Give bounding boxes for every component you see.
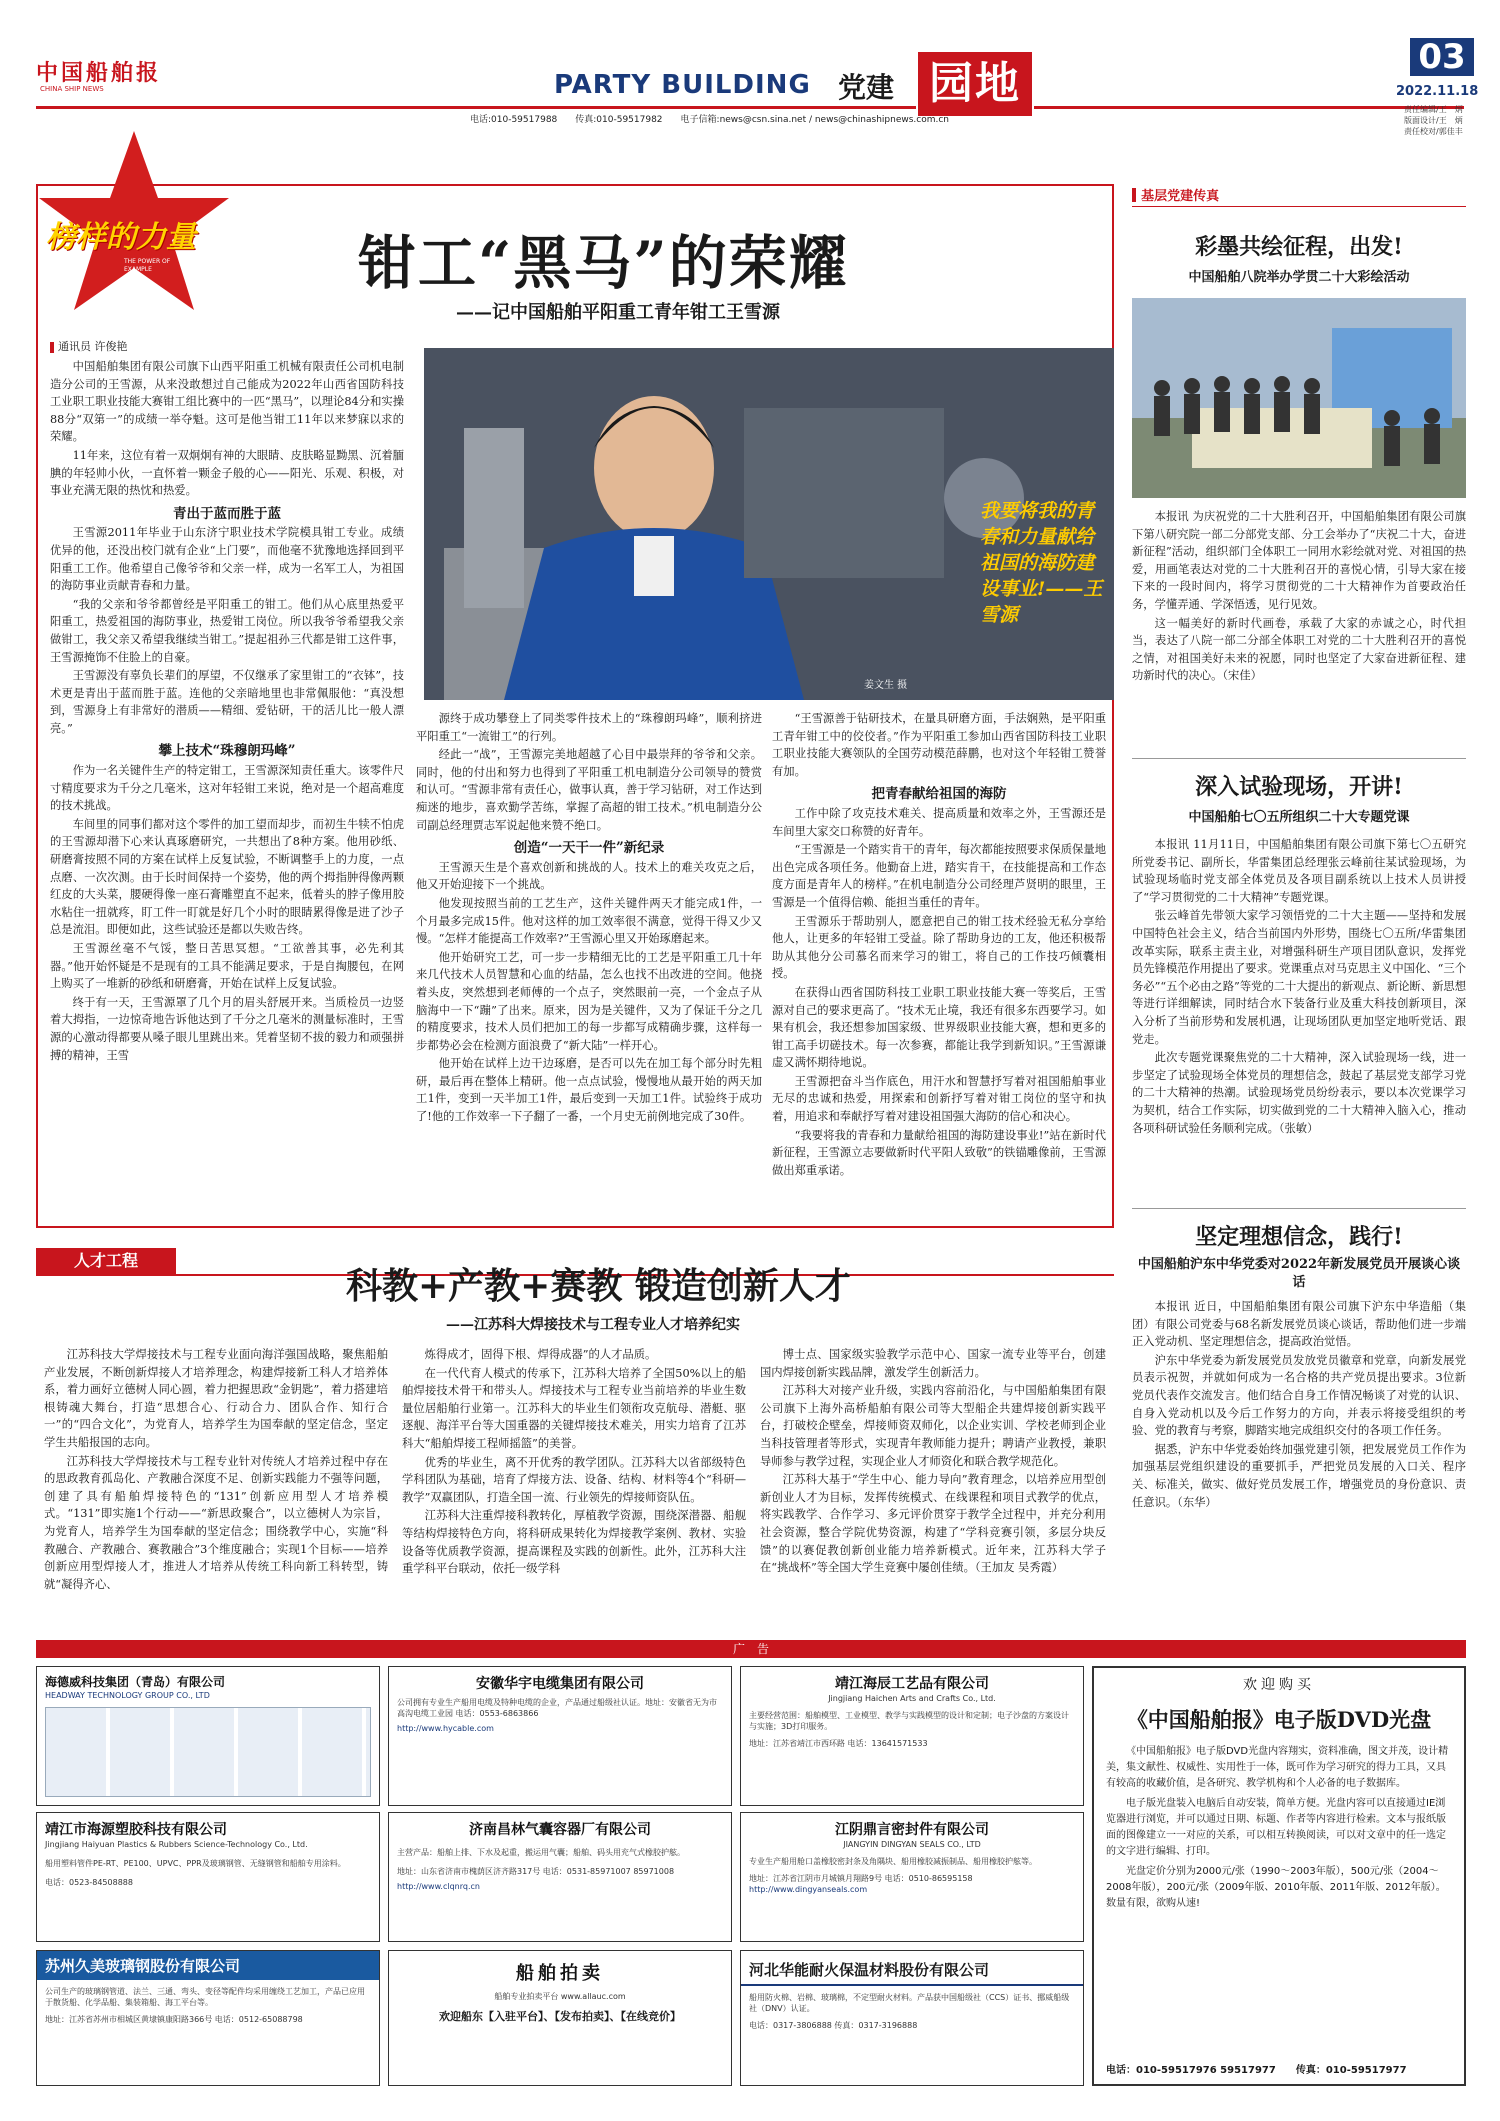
- ad-jiumei[interactable]: [36, 1950, 380, 2086]
- ad-headway-name: 海德威科技集团（青岛）有限公司: [45, 1675, 226, 1689]
- paragraph: 他开始在试样上边干边琢磨，是否可以先在加工每个部分时先粗研，最后再在整体上精研。他一点点试验，慢慢地从最开始的两天加工1件，变到一天半加工1件，最后变到一天加工1件。试验终于成功了!他的工作效率一下子翻了一番，一个月史无前例地完成了30件。: [416, 1057, 762, 1124]
- masthead: [0, 0, 1500, 136]
- sidebar-a1-sub: 中国船舶八院举办学贯二十大彩绘活动: [1188, 270, 1410, 285]
- ad-headway-en: HEADWAY TECHNOLOGY GROUP CO., LTD: [45, 1691, 210, 1700]
- header-rule: [36, 106, 916, 109]
- editor-line: 责任校对/郭佳丰: [1404, 127, 1463, 136]
- ads-section: [36, 1640, 1466, 2090]
- talent-col1: [44, 1346, 388, 1636]
- sidebar-divider: [1132, 758, 1466, 759]
- paragraph: 炼得成才，固得下根、焊得成器”的人才品质。: [424, 1348, 657, 1361]
- ad-changlin-name: 济南昌林气囊容器厂有限公司: [469, 1822, 651, 1838]
- ad-dvd-welcome: 欢迎购买: [1243, 1677, 1315, 1693]
- ad-huaneng-contact: 电话：0317-3806888 传真：0317-3196888: [749, 2021, 918, 2030]
- paragraph: 作为一名关键件生产的特定钳工，王雪源深知责任重大。该零件尺寸精度要求为千分之几毫米，这对年轻钳工来说，绝对是一个超高难度的技术挑战。: [50, 764, 404, 813]
- talent-subtitle: ——江苏科大焊接技术与工程专业人才培养纪实: [446, 1317, 740, 1333]
- ad-jinghai[interactable]: [740, 1666, 1084, 1806]
- ad-dingyan-text: 专业生产船用舱口盖橡胶密封条及角隅块、船用橡胶减振制品、船用橡胶护舷等。: [749, 1857, 1037, 1866]
- ad-dingyan-name: 江阴鼎言密封件有限公司: [835, 1822, 989, 1838]
- section-en: PARTY BUILDING: [554, 70, 811, 100]
- ad-haiyuan-en: Jingjiang Haiyuan Plastics & Rubbers Science-Technology Co., Ltd.: [45, 1840, 308, 1849]
- byline: [50, 338, 128, 354]
- ad-dvd-p2: 电子版光盘装入电脑后自动安装，简单方便。光盘内容可以直接通过IE浏览器进行浏览，并可以通过日期、标题、作者等内容进行检索。文本与报纸版面的图像建立一一对应的关系，可以相互转换阅读，可以对文章中的任一选定的文字进行编辑、打印。: [1106, 1798, 1446, 1857]
- ad-jiumei-text: 公司生产的玻璃钢管道、法兰、三通、弯头、变径等配件均采用缠绕工艺加工，产品已应用于散货船、化学品船、集装箱船、海工平台等。: [45, 1987, 365, 2007]
- logo-text: 中国船舶报: [36, 60, 162, 86]
- subheading: 把青春献给祖国的海防: [871, 786, 1007, 803]
- column-title: 园地: [929, 58, 1021, 109]
- sidebar-a1-photo: [1132, 298, 1466, 498]
- ad-huayu[interactable]: [388, 1666, 732, 1806]
- ad-chuanbo-slogan: 欢迎船东【入驻平台】、【发布拍卖】、【在线竞价】: [439, 2010, 681, 2023]
- ad-headway[interactable]: [36, 1666, 380, 1806]
- paragraph: 博士点、国家级实验教学示范中心、国家一流专业等平台，创建国内焊接创新实践品牌，激发学生创新活力。: [760, 1348, 1106, 1379]
- ad-changlin-contact: 地址：山东省济南市槐荫区济齐路317号 电话：0531-85971007 85971008: [397, 1867, 675, 1876]
- paragraph: 本报讯 为庆祝党的二十大胜利召开，中国船舶集团有限公司旗下第八研究院一部二分部党支部、分工会举办了“庆祝二十大，奋进新征程”活动，组织部门全体职工一同用水彩绘就对党、对祖国的热爱，用画笔表达对党的二十大胜利召开的喜悦心情，引导大家在接下来的一段时间内，将学习贯彻党的二十大精神作为首要政治任务，学懂弄通、学深悟透，见行见效。: [1132, 510, 1466, 611]
- contacts: 电话:010-59517988 传真:010-59517982 电子信箱:news@csn.sina.net / news@chinashipnews.com.cn: [470, 115, 950, 125]
- paragraph: 在获得山西省国防科技工业职工职业技能大赛一等奖后，王雪源对自己的要求更高了。“技术无止境，我还有很多东西要学习。如果有机会，我还想参加国家级、世界级职业技能大赛，想和更多的钳工高手切磋技术。每一次参赛，都能让我学到新知识。”王雪源谦虚又满怀期待地说。: [772, 985, 1106, 1070]
- talent-tag: [36, 1248, 176, 1274]
- paragraph: 江苏科大注重焊接科教转化，厚植教学资源，围绕深潜器、船舰等结构焊接特色方向，将科研成果转化为焊接教学案例、教材、实验设备等优质教学资源，提高课程及实践的创新性。此外，江苏科大注重学科平台联动，依托一级学科: [402, 1509, 746, 1576]
- paragraph: 在一代代育人模式的传承下，江苏科大培养了全国50%以上的船舶焊接技术骨干和带头人。焊接技术与工程专业当前培养的毕业生数量位居船舶行业第一。江苏科大的毕业生们领衔攻克航母、潜艇、驱逐舰、海洋平台等大国重器的关键焊接技术难关，用实力培育了江苏科大“船舶焊接工程师摇篮”的美誉。: [402, 1366, 746, 1450]
- talent-tag-label: 人才工程: [73, 1251, 138, 1270]
- sidebar-a2-title: 深入试验现场，开讲!: [1195, 774, 1403, 800]
- ad-jiumei-contact: 地址：江苏省苏州市相城区黄埭镇康阳路366号 电话：0512-65088798: [45, 2015, 303, 2024]
- paragraph: 沪东中华党委为新发展党员发放党员徽章和党章，向新发展党员表示祝贺，并就如何成为一名合格的共产党员提出要求。3位新党员代表作交流发言。他们结合自身工作情况畅谈了对党的认识、自身入党动机以及今后工作努力的方向，并表示将接受组织的考验、党的教育与考察，脚踏实地完成组织交付的各项工作任务。: [1132, 1353, 1466, 1438]
- subheading: 青出于蓝而胜于蓝: [173, 505, 281, 522]
- ad-changlin[interactable]: [388, 1812, 732, 1942]
- talent-col2: [402, 1346, 746, 1636]
- paragraph: 他发现按照当前的工艺生产，这件关键件两天才能完成1件，一个月最多完成15件。他对这样的加工效率很不满意，觉得干得又少又慢。“怎样才能提高工作效率?”王雪源心里又开始琢磨起来。: [416, 896, 762, 946]
- byline-text: 通讯员 许俊艳: [58, 340, 128, 353]
- ads-label: 广 告: [732, 1642, 769, 1656]
- paragraph: “王雪源是一个踏实肯干的青年，每次都能按照要求保质保量地出色完成各项任务。他勤奋上进，踏实肯干，在技能提高和工作态度方面是青年人的榜样。”在机电制造分公司经理芦贤明的眼里，王雪源是一个值得信赖、能担当重任的青年。: [772, 843, 1106, 909]
- paragraph: 江苏科大基于“学生中心、能力导向”教育理念，以培养应用型创新创业人才为目标，发挥传统模式、在线课程和项目式教学的优点，将实践教学、合作学习、多元评价贯穿于教学全过程中，并充分利用社会资源，整合学院优势资源，构建了“学科竞赛引领，多层分块反馈”的以赛促教创新创业能力培养新模式。近年来，江苏科大学子在“挑战杯”等全国大学生竞赛中屡创佳绩。（王加友 吴秀霞）: [760, 1473, 1106, 1575]
- paragraph: 经此一“战”，王雪源完美地超越了心目中最崇拜的爷爷和父亲。同时，他的付出和努力也得到了平阳重工机电制造分公司领导的赞赏和认可。“雪源非常有责任心，做事认真，善于学习钻研，对工作达到痴迷的地步，喜欢勤学苦练，掌握了高超的钳工技术。”机电制造分公司副总经理贾志军说起他来赞不绝口。: [416, 748, 762, 832]
- ad-changlin-url[interactable]: http://www.clqnrq.cn: [397, 1882, 480, 1891]
- paragraph: 王雪源乐于帮助别人，愿意把自己的钳工技术经验无私分享给他人，让更多的年轻钳工受益。除了帮助身边的工友，他还积极帮助从其他分公司慕名而来学习的钳工，将自己的工作技巧倾囊相授。: [772, 914, 1106, 981]
- ad-haiyuan-contact: 电话：0523-84508888: [45, 1878, 133, 1887]
- sidebar-a3-sub: 中国船舶沪东中华党委对2022年新发展党员开展谈心谈话: [1137, 1257, 1461, 1290]
- paragraph: “我的父亲和爷爷都曾经是平阳重工的钳工。他们从心底里热爱平阳重工，热爱祖国的海防事业，热爱钳工岗位。所以我爷爷希望我父亲做钳工，我父亲又希望我继续当钳工。”提起祖孙三代都是钳工这件事，王雪源掩饰不住脸上的自豪。: [50, 597, 404, 664]
- ad-dvd-p1: 《中国船舶报》电子版DVD光盘内容翔实，资料准确，图文并茂，设计精美，集文献性、权威性、实用性于一体，既可作为学习研究的得力工具，又具有较高的收藏价值，是各研究、教学机构和个人必备的电子数据库。: [1106, 1746, 1449, 1789]
- paragraph: 本报讯 近日，中国船舶集团有限公司旗下沪东中华造船（集团）有限公司党委与68名新发展党员谈心谈话，帮助他们进一步端正入党动机、坚定理想信念，提高政治觉悟。: [1132, 1300, 1466, 1349]
- kicker-title: 榜样的力量: [46, 220, 196, 255]
- ad-dingyan[interactable]: [740, 1812, 1084, 1942]
- talent-col3: [760, 1346, 1106, 1636]
- article-title: 钳工“黑马”的荣耀: [358, 229, 849, 297]
- ad-dvd[interactable]: [1092, 1666, 1466, 2086]
- paragraph: 优秀的毕业生，离不开优秀的教学团队。江苏科大以省部级特色学科团队为基础，培育了焊接方法、设备、结构、材料等4个“科研—教学”双赢团队，打造全国一流、行业领先的焊接师资队伍。: [402, 1455, 746, 1504]
- logo-en: CHINA SHIP NEWS: [40, 85, 104, 93]
- ad-chuanbo[interactable]: [388, 1950, 732, 2086]
- ad-haiyuan-name: 靖江市海源塑胶科技有限公司: [45, 1822, 227, 1838]
- paragraph: 王雪源没有辜负长辈们的厚望，不仅继承了家里钳工的“衣钵”，技术更是青出于蓝而胜于蓝。连他的父亲暗地里也非常佩服他：“真没想到，雪源身上有非常好的潜质——精细、爱钻研，干的活儿比一般人漂亮。”: [50, 669, 404, 735]
- issue-date: 2022.11.18: [1396, 84, 1479, 99]
- ad-jinghai-text: 主要经营范围：船舶模型、工业模型、教学与实践模型的设计和定制；电子沙盘的方案设计与实施；3D打印服务。: [749, 1711, 1069, 1731]
- paragraph: 他开始研究工艺，可一步一步精细无比的工艺是平阳重工几十年来几代技术人员智慧和心血的结晶，怎么也找不出改进的空间。他挠着头皮，突然想到老师傅的一个点子，突然眼前一亮，一个金点子从脑海中一下“蹦”了出来。原来，因为是关键件，又为了保证千分之几的精度要求，技术人员们把加工的每一步都写成精确步骤，这样每一步都势必会在检测方面浪费了“新大陆”一样开心。: [416, 950, 762, 1052]
- ad-jinghai-en: Jingjiang Haichen Arts and Crafts Co., Ltd.: [828, 1694, 996, 1703]
- talent-title: 科教+产教+赛教 锻造创新人才: [346, 1265, 851, 1307]
- lead-photo: [424, 348, 1114, 700]
- article-subtitle: ——记中国船舶平阳重工青年钳工王雪源: [456, 302, 780, 323]
- ad-chuanbo-text: 船舶专业拍卖平台 www.allauc.com: [494, 1992, 626, 2001]
- lead-col3: [772, 710, 1106, 1218]
- talent-article: [36, 1242, 1114, 1634]
- sidebar-a3-title: 坚定理想信念，践行!: [1195, 1224, 1403, 1250]
- sidebar: [1132, 184, 1466, 1634]
- ad-haiyuan[interactable]: [36, 1812, 380, 1942]
- lead-col2: [416, 710, 762, 1218]
- ad-jinghai-name: 靖江海辰工艺品有限公司: [835, 1676, 989, 1692]
- ad-huayu-text: 公司拥有专业生产船用电缆及特种电缆的企业，产品通过船级社认证。地址：安徽省无为市高沟电缆工业园 电话：0553-6863866: [397, 1698, 717, 1718]
- paragraph: 王雪源天生是个喜欢创新和挑战的人。技术上的难关攻克之后，他又开始迎接下一个挑战。: [416, 860, 762, 892]
- kicker-en: THE POWER OF EXAMPLE: [124, 258, 171, 273]
- ad-headway-grid: [45, 1707, 371, 1797]
- paragraph: 车间里的同事们都对这个零件的加工望而却步，而初生牛犊不怕虎的王雪源却潜下心来认真琢磨研究，一共想出了8种方案。他用砂纸、研磨膏按照不同的方案在试样上反复试验，不断调整手上的力度，一点点磨、一次次测。由于长时间保持一个姿势，他的两个拇指肿得像两颗红皮的大头菜，腰硬得像一座石膏雕塑直不起来，低着头的脖子像用胶水粘住一扭就疼，盯工件一盯就是好几个小时的眼睛累得像是进了沙子总是流泪。即便如此，这些试验还是都以失败告终。: [50, 817, 404, 937]
- section-cn: 党建: [838, 71, 895, 104]
- paragraph: 江苏科技大学焊接技术与工程专业面向海洋强国战略，聚焦船舶产业发展，不断创新焊接人才培养理念，构建焊接新工科人才培养体系，着力画好立德树人同心圆，着力把握思政“金钥匙”，着力搭建培根铸魂大舞台，打造“思想合心、行动合力、团队合作、知行合一”的“四合文化”，为党育人，培养学生为国奉献的坚定信念，坚定学生共船报国的志向。: [44, 1348, 388, 1449]
- paragraph: “我要将我的青春和力量献给祖国的海防建设事业!”站在新时代新征程，王雪源立志要做新时代平阳人致敬”的铁锚雕像前，王雪源做出郑重承诺。: [772, 1128, 1106, 1177]
- paragraph: 这一幅美好的新时代画卷，承载了大家的赤诚之心，时代担当，表达了八院一部二分部全体职工对党的二十大胜利召开的喜悦之情，对祖国美好未来的祝愿，同时也坚定了大家奋进新征程、建功新时代的决心。（宋佳）: [1132, 616, 1466, 683]
- photo-credit: 姜文生 摄: [864, 680, 908, 691]
- sidebar-a3-body: [1132, 1298, 1466, 1632]
- ad-changlin-text: 主营产品：船舶上排、下水及起重，搬运用气囊；船舶、码头用充气式橡胶护舷。: [397, 1848, 685, 1857]
- ad-huayu-url[interactable]: http://www.hycable.com: [397, 1724, 494, 1733]
- paragraph: 张云峰首先带领大家学习领悟党的二十大主题——坚持和发展中国特色社会主义，结合当前国内外形势，围绕七〇五所/华雷集团改革实际，联系主责主业，对增强科研生产项目团队意识，发挥党员先锋模范作用提出了要求。党课重点对马克思主义中国化、“三个务必”“五个必由之路”等党的二十大提出的新观点、新论断、新思想等进行详细解读，同时结合水下装备行业及重大科技创新项目，深入分析了当前形势和发展机遇，让现场团队更加坚定地听党话、跟党走。: [1132, 909, 1466, 1046]
- sidebar-rule: [1132, 206, 1466, 207]
- sidebar-divider: [1132, 1208, 1466, 1209]
- editor-line: 版面设计/王 炳: [1404, 116, 1463, 125]
- logo: [36, 56, 166, 98]
- paragraph: 中国船舶集团有限公司旗下山西平阳重工机械有限责任公司机电制造分公司的王雪源，从来没敢想过自己能成为2022年山西省国防科技工业职工职业技能大赛钳工组比赛中的一匹“黑马”，以理论84分和实操88分“双第一”的成绩一举夺魁。这可是他当钳工11年以来梦寐以求的荣耀。: [50, 360, 404, 444]
- editors: [1404, 104, 1463, 137]
- sidebar-a1-body: [1132, 508, 1466, 748]
- sidebar-marker: [1132, 188, 1136, 202]
- ad-jiumei-name: 苏州久美玻璃钢股份有限公司: [45, 1957, 241, 1975]
- ad-dingyan-contact: 地址：江苏省江阴市月城镇月翔路9号 电话：0510-86595158: [749, 1874, 973, 1883]
- ad-jiumei-banner: [37, 1951, 379, 1980]
- paragraph: 源终于成功攀登上了同类零件技术上的“珠穆朗玛峰”，顺利挤进平阳重工“一流钳工”的行列。: [416, 712, 762, 743]
- paragraph: 据悉，沪东中华党委始终加强党建引领，把发展党员工作作为加强基层党组织建设的重要抓手，严把党员发展的入口关、程序关、标准关，做实、做好党员发展工作，增强党员的身份意识、责任意识。（东华）: [1132, 1442, 1466, 1509]
- byline-marker: [50, 342, 54, 353]
- ad-chuanbo-name: 船舶拍卖: [516, 1963, 604, 1984]
- paragraph: “王雪源善于钻研技术，在量具研磨方面，手法娴熟，是平阳重工青年钳工中的佼佼者。”作为平阳重工参加山西省国防科技工业职工职业技能大赛领队的全国劳动模范薛鹏，也对这个年轻钳工赞誉有加。: [772, 712, 1106, 778]
- editor-line: 责任编辑/王 炳: [1404, 105, 1463, 114]
- ad-dingyan-en: JIANGYIN DINGYAN SEALS CO., LTD: [843, 1840, 981, 1849]
- photo-quote: 我要将我的青春和力量献给祖国的海防建设事业!——王雪源: [980, 500, 1103, 626]
- ad-huayu-name: 安徽华宇电缆集团有限公司: [476, 1676, 644, 1692]
- paragraph: 王雪源把奋斗当作底色，用汗水和智慧抒写着对祖国船舶事业无尽的忠诚和热爱，用探索和创新抒写着对钳工岗位的坚守和执着，用追求和奉献抒写着对建设祖国强大海防的信心和决心。: [772, 1074, 1106, 1124]
- subheading: 创造“一天干一件”新纪录: [513, 840, 665, 857]
- paragraph: 王雪源2011年毕业于山东济宁职业技术学院模具钳工专业。成绩优异的他，还没出校门就有企业“上门要”，而他毫不犹豫地选择回到平阳重工工作。他希望自己像爷爷和父亲一样，成为一名军工人，为祖国的海防事业贡献青春和力量。: [50, 526, 404, 593]
- group-photo: [1132, 298, 1466, 498]
- column-banner: [918, 52, 1032, 116]
- sidebar-section-title: 基层党建传真: [1141, 189, 1220, 204]
- lead-col1: [50, 358, 404, 1218]
- ad-dvd-p3: 光盘定价分别为2000元/张（1990～2003年版），500元/张（2004～2008年版），200元/张（2009年版、2010年版、2011年版、2012年版）。数量有限，欲购从速!: [1106, 1866, 1446, 1909]
- paragraph: 11年来，这位有着一双炯炯有神的大眼睛、皮肤略显黝黑、沉着腼腆的年轻帅小伙，一直怀着一颗金子般的心——阳光、乐观、积极，对事业充满无限的热忱和热爱。: [50, 448, 404, 498]
- ad-dvd-contact: 电话：010-59517976 59517977 传真：010-59517977: [1106, 2065, 1407, 2076]
- ad-dvd-title: 《中国船舶报》电子版DVD光盘: [1126, 1707, 1432, 1732]
- header-rule-right: [1034, 106, 1464, 109]
- paragraph: 本报讯 11月11日，中国船舶集团有限公司旗下第七〇五研究所党委书记、副所长，华雷集团总经理张云峰前往某试验现场，为试验现场临时党支部全体党员及各项目副系统以上技术人员讲授了“学习贯彻党的二十大精神”专题党课。: [1132, 838, 1466, 904]
- paragraph: 终于有一天，王雪源罩了几个月的眉头舒展开来。当质检员一边竖着大拇指，一边惊奇地告诉他达到了千分之几毫米的测量标准时，王雪源的心激动得都要从嗓子眼儿里跳出来。凭着坚韧不拔的毅力和顽强拼搏的精神，王雪: [50, 995, 404, 1062]
- paragraph: 江苏科技大学焊接技术与工程专业针对传统人才培养过程中存在的思政教育孤岛化、产教融合深度不足、创新实践能力不强等问题，创建了具有船舶焊接特色的“131”创新应用型人才培养模式。“131”即实施1个行动——“新思政聚合”，以立德树人为宗旨，为党育人，培养学生为国奉献的坚定信念；围绕教学中心，实施“科教融合、产教融合、赛教融合”3个维度融合；实现1个目标——培养创新应用型焊接人才，推进人才培养从传统工科向新工科转型，铸就“凝得齐心、: [44, 1454, 388, 1591]
- lead-article: [36, 184, 1114, 1228]
- ad-haiyuan-text: 船用塑料管件PE-RT、PE100、UPVC、PPR及玻璃钢管、无缝钢管和船舶专用涂料。: [45, 1859, 346, 1868]
- page-number: 03: [1410, 38, 1474, 76]
- ad-huaneng[interactable]: [740, 1950, 1084, 2086]
- paragraph: 此次专题党课聚焦党的二十大精神，深入试验现场一线，进一步坚定了试验现场全体党员的理想信念，鼓起了基层党支部学习党的二十大精神的热潮。试验现场党员纷纷表示，要以本次党课学习为契机，结合工作实际，切实做到党的二十大精神入脑入心，推动各项科研试验任务顺利完成。（张敏）: [1132, 1051, 1466, 1135]
- ad-huaneng-text: 船用防火棉、岩棉、玻璃棉，不定型耐火材料。产品获中国船级社（CCS）证书、挪威船级社（DNV）认证。: [749, 1993, 1070, 2013]
- sidebar-a2-body: [1132, 836, 1466, 1202]
- paragraph: 工作中除了攻克技术难关、提高质量和效率之外，王雪源还是车间里大家交口称赞的好青年。: [772, 806, 1106, 838]
- paragraph: 江苏科大对接产业升级，实践内容前沿化，与中国船舶集团有限公司旗下上海外高桥船舶有限公司等大型船企共建焊接创新实践平台，打破校企壁垒，焊接师资双师化，以企业实训、学校老师到企业当科技管理者等形式，实现青年教师能力提升；聘请产业教授，兼职导师参与教学过程，实现企业人才师资化和联合教学规范化。: [760, 1384, 1106, 1468]
- sidebar-a2-sub: 中国船舶七〇五所组织二十大专题党课: [1188, 810, 1410, 825]
- paragraph: 王雪源丝毫不气馁，整日苦思冥想。“工欲善其事，必先利其器。”他开始怀疑是不是现有的工具不能满足要求，于是自掏腰包，在网上购买了一堆新的砂纸和研磨膏，开始在试样上反复试验。: [50, 942, 404, 991]
- ad-dingyan-url[interactable]: http://www.dingyanseals.com: [749, 1885, 868, 1894]
- sidebar-header: [1132, 184, 1466, 204]
- ad-huaneng-name: 河北华能耐火保温材料股份有限公司: [741, 1951, 1083, 1986]
- sidebar-a1-title: 彩墨共绘征程，出发!: [1195, 234, 1403, 260]
- ad-jinghai-contact: 地址：江苏省靖江市西环路 电话：13641571533: [749, 1739, 928, 1748]
- ads-label-bar: [36, 1640, 1466, 1658]
- subheading: 攀上技术“珠穆朗玛峰”: [158, 743, 296, 760]
